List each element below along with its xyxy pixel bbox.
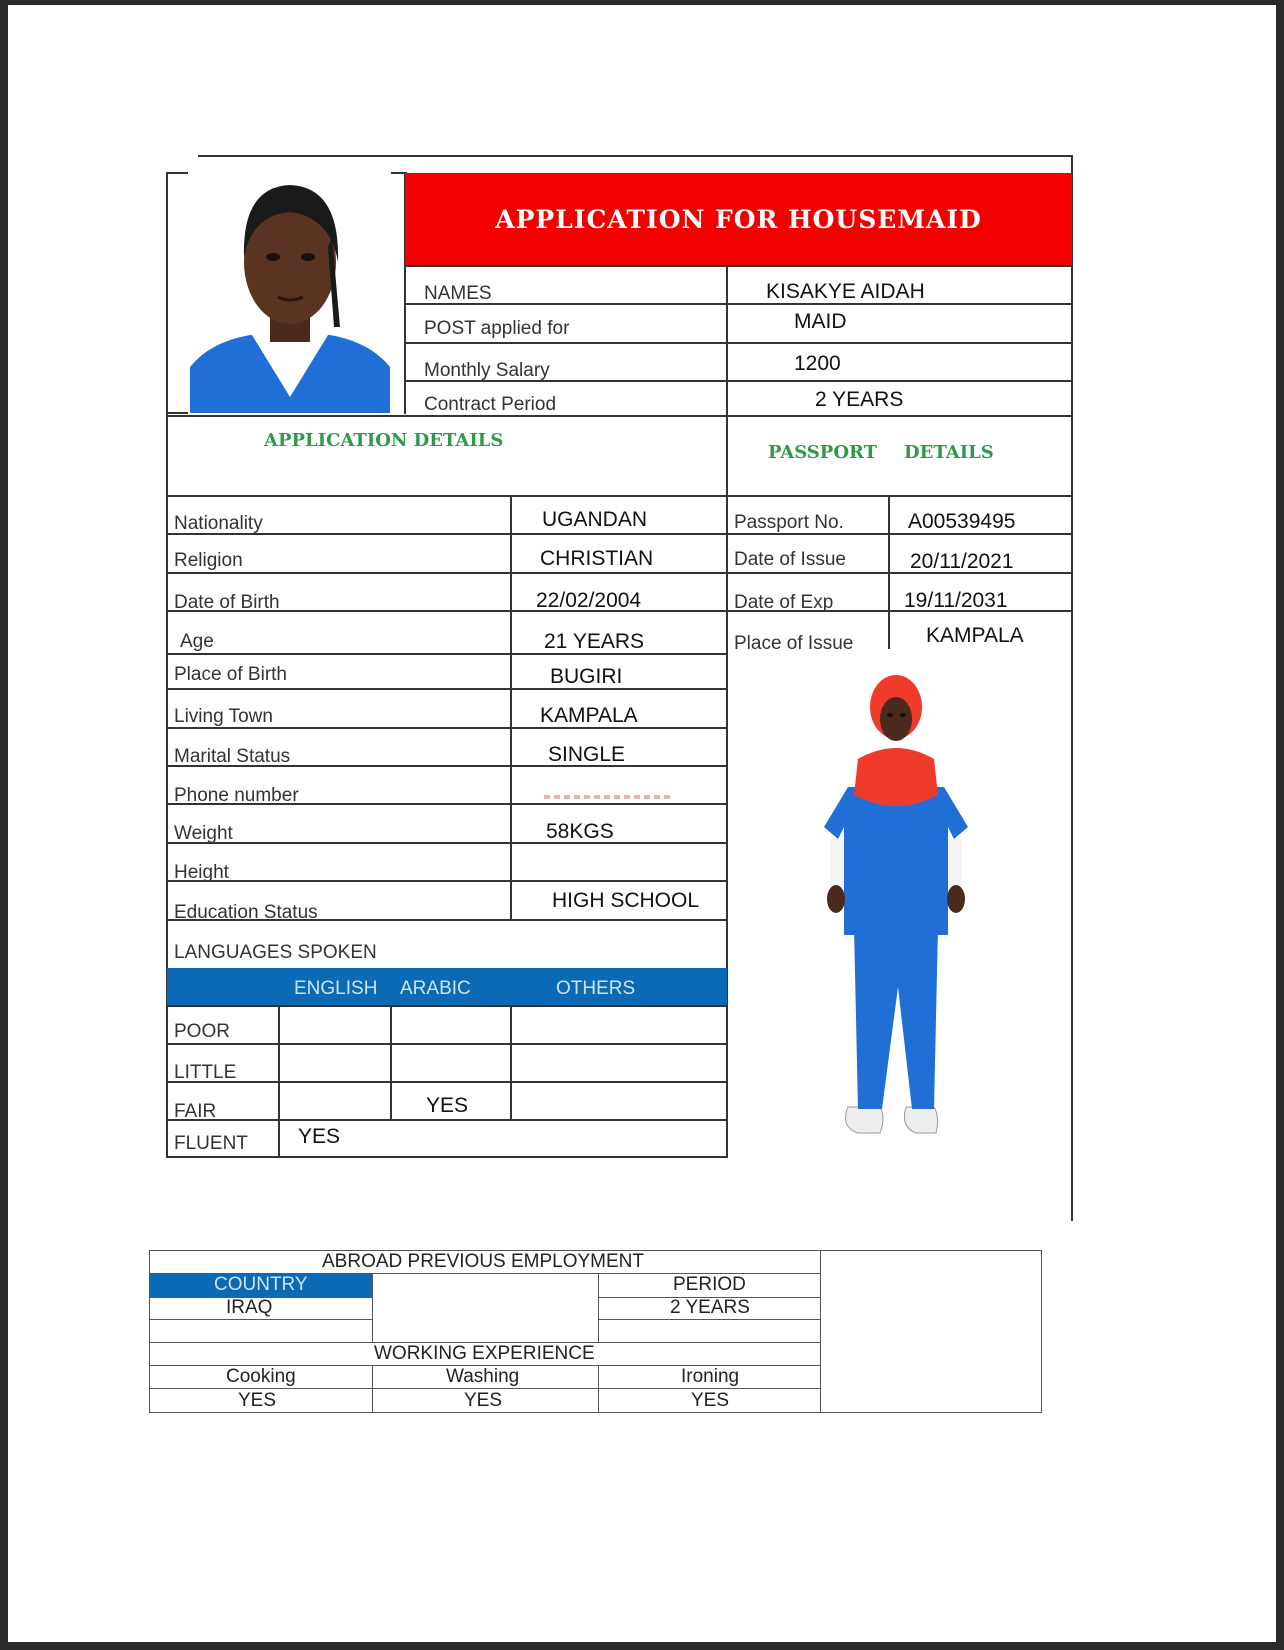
row-line	[405, 265, 1073, 267]
column-line	[372, 1273, 373, 1343]
row-line	[166, 1156, 728, 1158]
row-line	[405, 342, 1073, 344]
post-label: POST applied for	[424, 318, 570, 339]
height-label: Height	[174, 862, 229, 883]
row-line	[149, 1319, 373, 1320]
dob-value: 22/02/2004	[536, 589, 642, 612]
age-value: 21 YEARS	[544, 630, 645, 653]
country-header: COUNTRY	[214, 1274, 308, 1295]
languages-title: LANGUAGES SPOKEN	[174, 942, 377, 963]
place-of-issue-label: Place of Issue	[734, 633, 854, 654]
education-label: Education Status	[174, 902, 318, 923]
column-line	[598, 1273, 599, 1343]
row-line	[166, 842, 728, 844]
row-line	[405, 303, 1073, 305]
period-value: 2 YEARS	[670, 1297, 750, 1318]
passport-details-heading: DETAILS	[904, 442, 994, 463]
row-line	[166, 688, 728, 690]
column-line	[390, 1005, 392, 1120]
row-line	[149, 1388, 821, 1389]
names-label: NAMES	[424, 283, 492, 304]
ironing-value: YES	[691, 1390, 730, 1411]
living-town-value: KAMPALA	[540, 704, 638, 727]
column-line	[510, 495, 512, 920]
column-line	[278, 1005, 280, 1157]
education-value: HIGH SCHOOL	[552, 889, 700, 912]
level-fluent: FLUENT	[174, 1133, 248, 1154]
issue-date-label: Date of Issue	[734, 549, 846, 570]
marital-status-label: Marital Status	[174, 746, 291, 767]
weight-label: Weight	[174, 823, 233, 844]
fluent-english-value: YES	[298, 1125, 341, 1148]
washing-label: Washing	[446, 1366, 520, 1387]
others-column-header: OTHERS	[556, 978, 636, 999]
country-value: IRAQ	[226, 1297, 273, 1318]
column-line	[888, 495, 890, 649]
right-border	[1071, 155, 1073, 1221]
employment-title: ABROAD PREVIOUS EMPLOYMENT	[322, 1251, 645, 1272]
washing-value: YES	[464, 1390, 503, 1411]
level-fair: FAIR	[174, 1101, 217, 1122]
portrait-photo	[190, 167, 390, 413]
post-value: MAID	[794, 310, 847, 333]
religion-value: CHRISTIAN	[540, 547, 654, 570]
left-border	[166, 172, 168, 1157]
level-poor: POOR	[174, 1021, 230, 1042]
place-of-birth-value: BUGIRI	[550, 665, 623, 688]
marital-status-value: SINGLE	[548, 743, 626, 766]
row-line	[166, 1081, 728, 1083]
fair-arabic-value: YES	[426, 1094, 469, 1117]
arabic-column-header: ARABIC	[400, 978, 471, 999]
passport-heading: PASSPORT	[768, 442, 878, 463]
cooking-value: YES	[238, 1390, 277, 1411]
contract-value: 2 YEARS	[815, 388, 904, 411]
application-details-heading: APPLICATION DETAILS	[264, 430, 504, 451]
living-town-label: Living Town	[174, 706, 273, 727]
weight-value: 58KGS	[546, 820, 614, 843]
place-of-birth-label: Place of Birth	[174, 664, 287, 685]
period-header: PERIOD	[673, 1274, 746, 1295]
passport-no-label: Passport No.	[734, 512, 844, 533]
full-body-photo	[808, 667, 983, 1137]
top-border	[198, 155, 1073, 157]
names-value: KISAKYE AIDAH	[766, 280, 925, 303]
english-column-header: ENGLISH	[294, 978, 378, 999]
dob-label: Date of Birth	[174, 592, 280, 613]
form-title: APPLICATION FOR HOUSEMAID	[495, 204, 982, 234]
row-line	[166, 415, 1073, 417]
place-of-issue-value: KAMPALA	[926, 624, 1024, 647]
photo-frame-tick	[166, 172, 188, 174]
passport-no-value: A00539495	[908, 510, 1016, 533]
row-line	[166, 1119, 728, 1121]
expiry-date-label: Date of Exp	[734, 592, 834, 613]
salary-label: Monthly Salary	[424, 360, 550, 381]
ironing-label: Ironing	[681, 1366, 740, 1387]
cooking-label: Cooking	[226, 1366, 296, 1387]
row-line	[166, 495, 1073, 497]
application-form-page	[8, 5, 1276, 1642]
expiry-date-value: 19/11/2031	[904, 589, 1008, 612]
row-line	[598, 1319, 821, 1320]
column-line	[510, 1005, 512, 1120]
level-little: LITTLE	[174, 1062, 237, 1083]
nationality-value: UGANDAN	[542, 508, 648, 531]
column-line	[598, 1365, 599, 1413]
phone-label: Phone number	[174, 785, 299, 806]
row-line	[166, 880, 728, 882]
nationality-label: Nationality	[174, 513, 263, 534]
column-line	[372, 1365, 373, 1413]
salary-value: 1200	[794, 352, 841, 375]
row-line	[166, 1043, 728, 1045]
redacted-phone-mark	[544, 795, 674, 799]
religion-label: Religion	[174, 550, 243, 571]
form-title-banner	[405, 173, 1072, 265]
photo-frame-tick	[166, 412, 188, 414]
issue-date-value: 20/11/2021	[910, 550, 1014, 573]
contract-label: Contract Period	[424, 394, 557, 415]
age-label: Age	[180, 631, 214, 652]
column-line	[726, 265, 728, 1157]
row-line	[166, 1005, 728, 1007]
experience-title: WORKING EXPERIENCE	[374, 1343, 595, 1364]
